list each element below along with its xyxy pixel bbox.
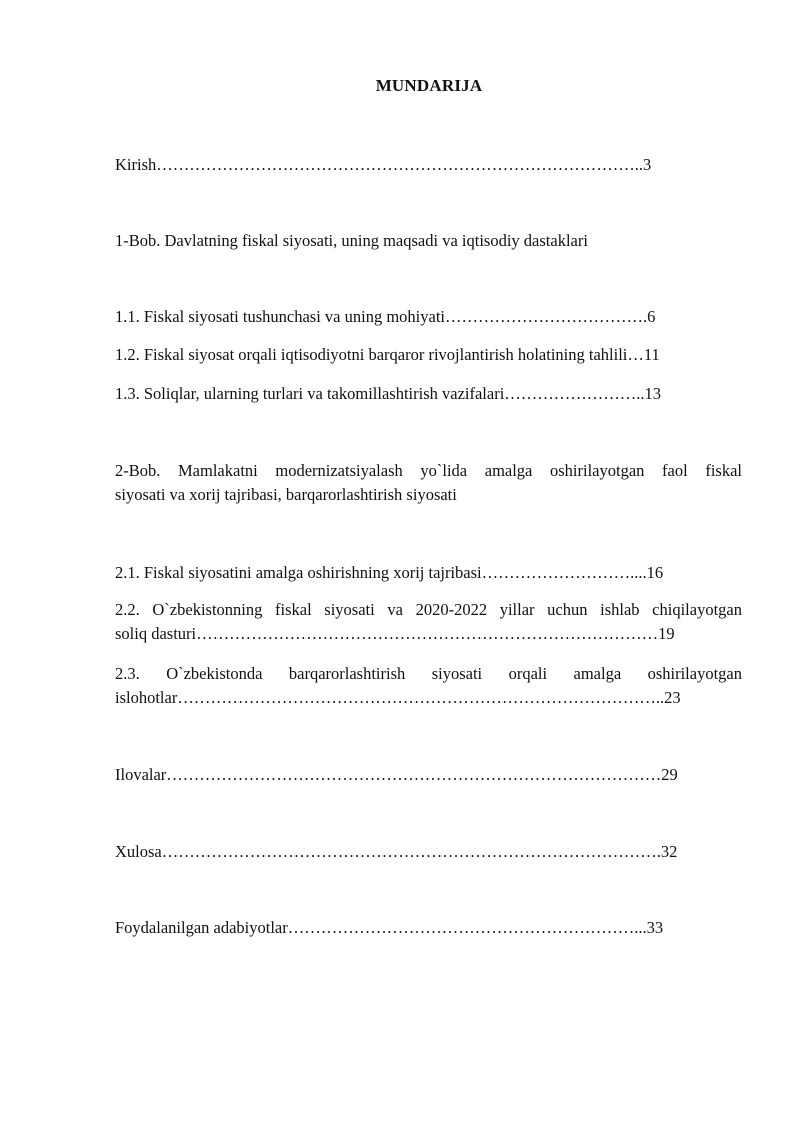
toc-chapter-2-heading bbox=[115, 459, 742, 507]
toc-entry-appendix: Ilovalar………………………………………………………………………………29 bbox=[115, 765, 678, 784]
toc-chapter-1-heading: 1-Bob. Davlatning fiskal siyosati, uning maqsadi va iqtisodiy dastaklari bbox=[115, 231, 588, 250]
toc-chapter-2-heading-line-1: 2-Bob. Mamlakatni modernizatsiyalash yo`lida amalga oshirilayotgan faol fiskal bbox=[115, 461, 742, 480]
toc-entry-2-3-line-1: 2.3. O`zbekistonda barqarorlashtirish siyosati orqali amalga oshirilayotgan bbox=[115, 664, 742, 683]
toc-entry-intro: Kirish……………………………………………………………………………..3 bbox=[115, 155, 652, 174]
toc-entry-2-3 bbox=[115, 662, 742, 710]
toc-chapter-2-heading-line-2: siyosati va xorij tajribasi, barqarorlashtirish siyosati bbox=[115, 485, 457, 504]
toc-entry-2-1: 2.1. Fiskal siyosatini amalga oshirishning xorij tajribasi………………………....16 bbox=[115, 563, 664, 582]
toc-entry-1-3: 1.3. Soliqlar, ularning turlari va takomillashtirish vazifalari……………………..13 bbox=[115, 384, 662, 403]
toc-entry-1-2: 1.2. Fiskal siyosat orqali iqtisodiyotni barqaror rivojlantirish holatining tahlili…11 bbox=[115, 345, 660, 364]
toc-entry-references: Foydalanilgan adabiyotlar………………………………………………………...33 bbox=[115, 918, 664, 937]
page-title: MUNDARIJA bbox=[375, 76, 483, 95]
toc-entry-conclusion: Xulosa……………………………………………………………………………….32 bbox=[115, 842, 678, 861]
toc-entry-2-2-line-2: soliq dasturi…………………………………………………………………………19 bbox=[115, 624, 675, 643]
toc-entry-1-1: 1.1. Fiskal siyosati tushunchasi va uning mohiyati……………………………….6 bbox=[115, 307, 656, 326]
toc-entry-2-2-line-1: 2.2. O`zbekistonning fiskal siyosati va 2020-2022 yillar uchun ishlab chiqilayotgan bbox=[115, 600, 742, 619]
toc-entry-2-2 bbox=[115, 598, 742, 646]
toc-entry-2-3-line-2: islohotlar……………………………………………………………………………..23 bbox=[115, 688, 681, 707]
